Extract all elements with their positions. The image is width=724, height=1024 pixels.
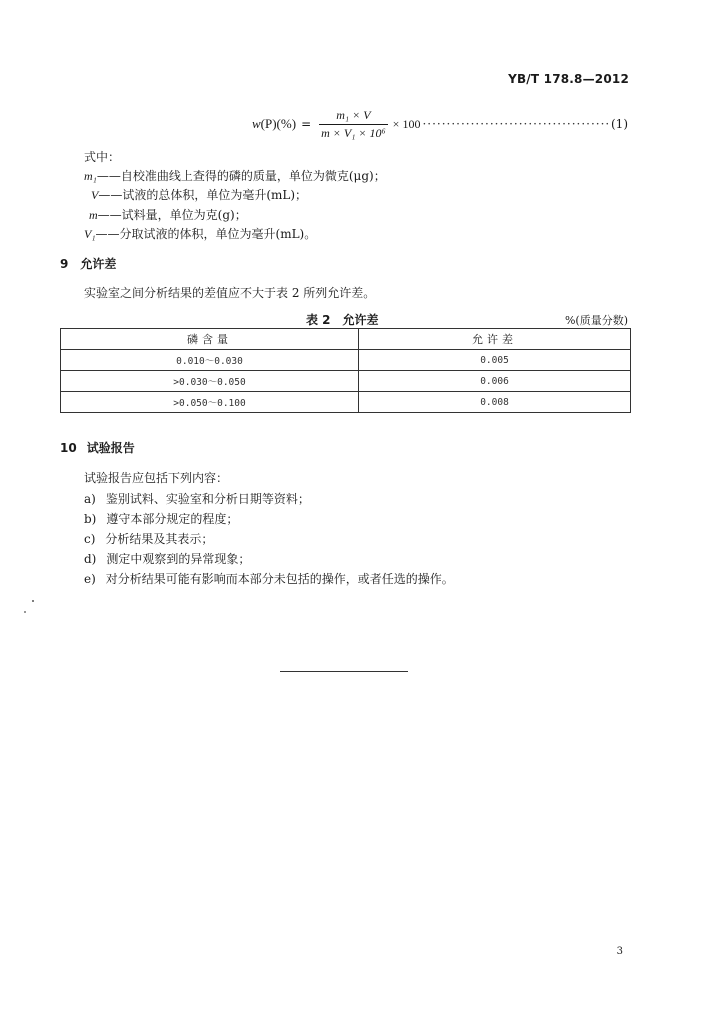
item-label: c) <box>84 532 96 546</box>
report-item-e <box>84 570 454 587</box>
section-number: 9 <box>60 257 69 271</box>
where-var-m1 <box>84 167 386 184</box>
report-item-d <box>84 550 250 567</box>
where-intro: 式中： <box>84 150 121 164</box>
where-var-v <box>91 186 307 203</box>
table-row <box>61 350 631 371</box>
item-label: b) <box>84 512 97 526</box>
header-tolerance: 允许差 <box>359 329 631 350</box>
formula-number: (1) <box>611 117 628 131</box>
item-text: 鉴别试料、实验室和分析日期等资料； <box>105 492 310 506</box>
table-row <box>61 371 631 392</box>
item-label: a) <box>84 492 96 506</box>
var-symbol: V <box>91 188 99 202</box>
formula-numerator: m₁ × V <box>336 107 371 122</box>
formula-multiplier: × 100 <box>392 116 421 131</box>
var-desc: ——分取试液的体积，单位为毫升(mL)。 <box>95 227 317 241</box>
item-text: 遵守本部分规定的程度； <box>106 512 239 526</box>
formula-lhs <box>252 116 296 132</box>
item-text: 测定中观察到的异常现象； <box>106 552 251 566</box>
where-var-m <box>89 206 247 223</box>
section-title: 允许差 <box>80 257 117 271</box>
formula-denominator: m × V₁ × 10⁶ <box>321 125 386 140</box>
formula-lhs-rest: (P)(%) <box>260 116 297 131</box>
section-9-text: 实验室之间分析结果的差值应不大于表 2 所列允许差。 <box>84 286 376 300</box>
cell-content-range: >0.030～0.050 <box>61 371 359 392</box>
section-10-heading <box>60 439 135 456</box>
standard-number: YB/T 178.8—2012 <box>508 72 629 86</box>
section-9-heading <box>60 255 116 272</box>
formula-1 <box>252 104 610 144</box>
scan-speck <box>32 600 34 602</box>
item-label: d) <box>84 552 97 566</box>
section-number: 10 <box>60 441 77 455</box>
table-2-caption: 表 2 允许差 <box>306 313 379 327</box>
item-text: 分析结果及其表示； <box>105 532 214 546</box>
item-text: 对分析结果可能有影响而本部分未包括的操作，或者任选的操作。 <box>105 572 454 586</box>
formula-lhs-w: w <box>252 116 261 131</box>
report-item-a <box>84 490 310 507</box>
cell-tolerance: 0.006 <box>359 371 631 392</box>
var-desc: ——自校准曲线上查得的磷的质量，单位为微克(μg)； <box>96 169 386 183</box>
where-var-v1 <box>84 225 316 242</box>
report-item-c <box>84 530 213 547</box>
item-label: e) <box>84 572 96 586</box>
cell-tolerance: 0.008 <box>359 392 631 413</box>
tolerance-table <box>60 328 631 413</box>
var-symbol: m₁ <box>84 169 97 183</box>
cell-content-range: >0.050～0.100 <box>61 392 359 413</box>
var-desc: ——试料量，单位为克(g)； <box>97 208 247 222</box>
page-number: 3 <box>616 946 623 957</box>
table-header-row <box>61 329 631 350</box>
header-phosphorus-content: 磷含量 <box>61 329 359 350</box>
var-symbol: V₁ <box>84 227 96 241</box>
formula-equals: = <box>301 117 312 131</box>
report-item-b <box>84 510 238 527</box>
cell-content-range: 0.010～0.030 <box>61 350 359 371</box>
end-of-document-rule <box>280 671 408 672</box>
scan-speck <box>24 611 26 613</box>
var-desc: ——试液的总体积，单位为毫升(mL)； <box>98 188 308 202</box>
formula-fraction <box>319 108 388 141</box>
table-row <box>61 392 631 413</box>
var-symbol: m <box>89 208 98 222</box>
table-2-unit: %(质量分数) <box>564 314 628 327</box>
cell-tolerance: 0.005 <box>359 350 631 371</box>
formula-leader: ······································· <box>422 117 611 131</box>
section-title: 试验报告 <box>86 441 135 455</box>
section-10-intro: 试验报告应包括下列内容： <box>84 471 229 485</box>
